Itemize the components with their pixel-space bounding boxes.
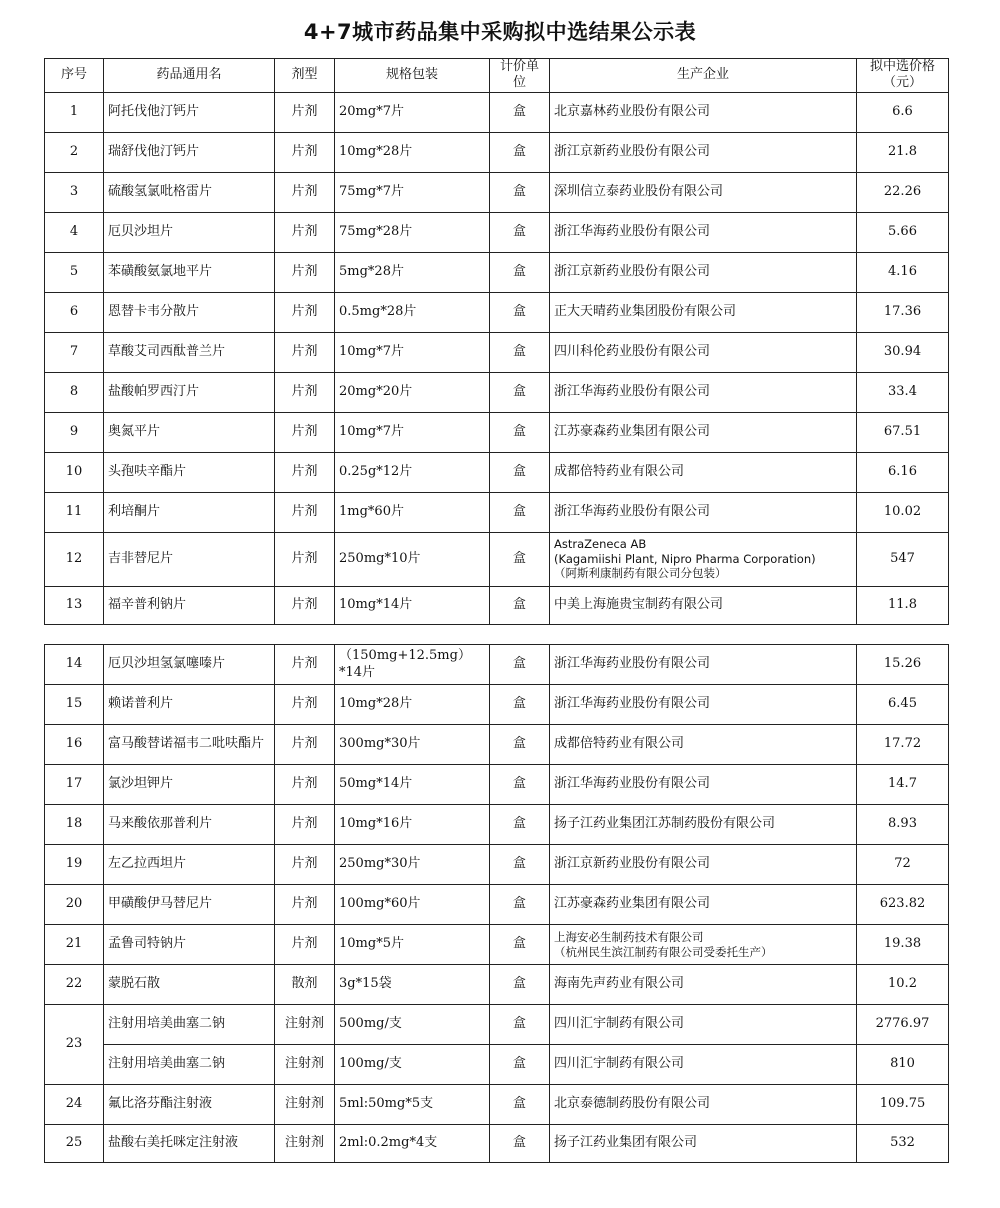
cell-price: 6.16 <box>857 452 949 492</box>
cell-spec: 5ml:50mg*5支 <box>335 1085 490 1125</box>
cell-unit: 盒 <box>490 92 550 132</box>
manufacturer-line: 成都倍特药业有限公司 <box>554 463 685 479</box>
table-header-row <box>45 59 949 93</box>
manufacturer-line: 正大天晴药业集团股份有限公司 <box>554 303 737 319</box>
cell-dosage-form: 片剂 <box>275 332 335 372</box>
cell-price: 21.8 <box>857 132 949 172</box>
cell-unit: 盒 <box>490 685 550 725</box>
cell-spec: 500mg/支 <box>335 1005 490 1045</box>
cell-dosage-form: 片剂 <box>275 372 335 412</box>
cell-unit: 盒 <box>490 1005 550 1045</box>
table-row <box>45 532 949 586</box>
header-unit: 计价单位 <box>490 59 550 93</box>
cell-manufacturer <box>550 925 857 965</box>
cell-price: 623.82 <box>857 885 949 925</box>
cell-drug-name: 硫酸氢氯吡格雷片 <box>104 172 275 212</box>
cell-dosage-form: 注射剂 <box>275 1045 335 1085</box>
table-row <box>45 372 949 412</box>
cell-spec: 10mg*28片 <box>335 132 490 172</box>
cell-drug-name: 苯磺酸氨氯地平片 <box>104 252 275 292</box>
manufacturer-line: 浙江京新药业股份有限公司 <box>554 263 711 279</box>
cell-dosage-form: 片剂 <box>275 765 335 805</box>
cell-manufacturer <box>550 452 857 492</box>
cell-price: 11.8 <box>857 586 949 624</box>
cell-unit: 盒 <box>490 725 550 765</box>
cell-dosage-form: 注射剂 <box>275 1125 335 1163</box>
cell-drug-name: 吉非替尼片 <box>104 532 275 586</box>
cell-seq: 11 <box>45 492 104 532</box>
cell-spec: 20mg*20片 <box>335 372 490 412</box>
cell-dosage-form: 注射剂 <box>275 1085 335 1125</box>
cell-spec: 0.25g*12片 <box>335 452 490 492</box>
cell-manufacturer <box>550 1005 857 1045</box>
header-seq: 序号 <box>45 59 104 93</box>
table-row <box>45 252 949 292</box>
cell-spec: 300mg*30片 <box>335 725 490 765</box>
cell-seq: 6 <box>45 292 104 332</box>
cell-spec: 1mg*60片 <box>335 492 490 532</box>
cell-unit: 盒 <box>490 1085 550 1125</box>
cell-spec: 0.5mg*28片 <box>335 292 490 332</box>
cell-manufacturer <box>550 172 857 212</box>
header-spec: 规格包装 <box>335 59 490 93</box>
header-dosage-form: 剂型 <box>275 59 335 93</box>
table-row <box>45 725 949 765</box>
table-row <box>45 965 949 1005</box>
cell-seq: 19 <box>45 845 104 885</box>
cell-seq: 10 <box>45 452 104 492</box>
manufacturer-line: AstraZeneca AB <box>554 537 647 552</box>
cell-dosage-form: 片剂 <box>275 805 335 845</box>
cell-drug-name: 恩替卡韦分散片 <box>104 292 275 332</box>
cell-spec: 50mg*14片 <box>335 765 490 805</box>
cell-unit: 盒 <box>490 586 550 624</box>
cell-price: 8.93 <box>857 805 949 845</box>
cell-manufacturer <box>550 586 857 624</box>
manufacturer-line: 北京泰德制药股份有限公司 <box>554 1096 711 1112</box>
cell-spec: 10mg*7片 <box>335 412 490 452</box>
cell-price: 6.6 <box>857 92 949 132</box>
cell-unit: 盒 <box>490 1045 550 1085</box>
cell-dosage-form: 片剂 <box>275 645 335 685</box>
cell-dosage-form: 片剂 <box>275 212 335 252</box>
cell-dosage-form: 片剂 <box>275 685 335 725</box>
cell-drug-name: 蒙脱石散 <box>104 965 275 1005</box>
header-price: 拟中选价格（元） <box>857 59 949 93</box>
cell-dosage-form: 片剂 <box>275 132 335 172</box>
cell-unit: 盒 <box>490 845 550 885</box>
cell-drug-name: 厄贝沙坦氢氯噻嗪片 <box>104 645 275 685</box>
manufacturer-line: 海南先声药业有限公司 <box>554 976 685 992</box>
cell-manufacturer <box>550 965 857 1005</box>
cell-drug-name: 马来酸依那普利片 <box>104 805 275 845</box>
cell-price: 14.7 <box>857 765 949 805</box>
cell-manufacturer <box>550 92 857 132</box>
cell-seq: 9 <box>45 412 104 452</box>
manufacturer-line: 江苏豪森药业集团有限公司 <box>554 896 711 912</box>
manufacturer-line: 扬子江药业集团有限公司 <box>554 1135 698 1151</box>
cell-seq: 15 <box>45 685 104 725</box>
cell-manufacturer <box>550 292 857 332</box>
cell-dosage-form: 片剂 <box>275 452 335 492</box>
table-row <box>45 685 949 725</box>
cell-spec: 20mg*7片 <box>335 92 490 132</box>
cell-spec: 10mg*14片 <box>335 586 490 624</box>
manufacturer-line: 北京嘉林药业股份有限公司 <box>554 103 711 119</box>
cell-price: 15.26 <box>857 645 949 685</box>
cell-manufacturer <box>550 805 857 845</box>
cell-drug-name: 福辛普利钠片 <box>104 586 275 624</box>
cell-manufacturer <box>550 1125 857 1163</box>
table-row <box>45 805 949 845</box>
cell-drug-name: 孟鲁司特钠片 <box>104 925 275 965</box>
table-row <box>45 925 949 965</box>
cell-price: 33.4 <box>857 372 949 412</box>
table-row <box>45 1125 949 1163</box>
cell-price: 109.75 <box>857 1085 949 1125</box>
cell-spec: 10mg*7片 <box>335 332 490 372</box>
cell-seq: 8 <box>45 372 104 412</box>
cell-price: 547 <box>857 532 949 586</box>
cell-price: 67.51 <box>857 412 949 452</box>
cell-unit: 盒 <box>490 805 550 845</box>
cell-unit: 盒 <box>490 885 550 925</box>
cell-unit: 盒 <box>490 965 550 1005</box>
cell-seq: 12 <box>45 532 104 586</box>
cell-spec: 75mg*28片 <box>335 212 490 252</box>
cell-dosage-form: 散剂 <box>275 965 335 1005</box>
cell-dosage-form: 注射剂 <box>275 1005 335 1045</box>
cell-manufacturer <box>550 685 857 725</box>
cell-seq: 24 <box>45 1085 104 1125</box>
manufacturer-line: 四川科伦药业股份有限公司 <box>554 343 711 359</box>
cell-spec: 100mg*60片 <box>335 885 490 925</box>
cell-unit: 盒 <box>490 292 550 332</box>
manufacturer-line: 江苏豪森药业集团有限公司 <box>554 423 711 439</box>
cell-drug-name: 甲磺酸伊马替尼片 <box>104 885 275 925</box>
cell-manufacturer <box>550 725 857 765</box>
cell-unit: 盒 <box>490 212 550 252</box>
manufacturer-line: 扬子江药业集团江苏制药股份有限公司 <box>554 816 776 832</box>
cell-drug-name: 瑞舒伐他汀钙片 <box>104 132 275 172</box>
table-row <box>45 332 949 372</box>
cell-price: 5.66 <box>857 212 949 252</box>
results-table-part-2 <box>44 644 949 1163</box>
cell-manufacturer <box>550 412 857 452</box>
cell-drug-name: 盐酸帕罗西汀片 <box>104 372 275 412</box>
cell-drug-name: 注射用培美曲塞二钠 <box>104 1005 275 1045</box>
cell-manufacturer <box>550 492 857 532</box>
manufacturer-line: 浙江华海药业股份有限公司 <box>554 696 711 712</box>
cell-seq: 20 <box>45 885 104 925</box>
table-row <box>45 645 949 685</box>
cell-dosage-form: 片剂 <box>275 586 335 624</box>
table-row <box>45 212 949 252</box>
cell-unit: 盒 <box>490 532 550 586</box>
cell-drug-name: 草酸艾司西酞普兰片 <box>104 332 275 372</box>
table-row <box>45 412 949 452</box>
results-table-part-1 <box>44 58 949 625</box>
cell-seq: 22 <box>45 965 104 1005</box>
cell-seq: 17 <box>45 765 104 805</box>
cell-unit: 盒 <box>490 252 550 292</box>
cell-price: 17.72 <box>857 725 949 765</box>
manufacturer-line: 成都倍特药业有限公司 <box>554 736 685 752</box>
cell-manufacturer <box>550 332 857 372</box>
cell-seq: 18 <box>45 805 104 845</box>
table-row <box>45 452 949 492</box>
cell-dosage-form: 片剂 <box>275 292 335 332</box>
cell-unit: 盒 <box>490 412 550 452</box>
manufacturer-line: 浙江华海药业股份有限公司 <box>554 776 711 792</box>
cell-price: 22.26 <box>857 172 949 212</box>
cell-unit: 盒 <box>490 492 550 532</box>
cell-price: 10.02 <box>857 492 949 532</box>
table-row <box>45 885 949 925</box>
table-row <box>45 132 949 172</box>
cell-drug-name: 盐酸右美托咪定注射液 <box>104 1125 275 1163</box>
cell-spec: 10mg*28片 <box>335 685 490 725</box>
manufacturer-line: 浙江华海药业股份有限公司 <box>554 503 711 519</box>
cell-price: 10.2 <box>857 965 949 1005</box>
table-row <box>45 1005 949 1045</box>
cell-drug-name: 厄贝沙坦片 <box>104 212 275 252</box>
manufacturer-line: （阿斯利康制药有限公司分包装） <box>554 566 727 581</box>
cell-spec: 2ml:0.2mg*4支 <box>335 1125 490 1163</box>
cell-drug-name: 阿托伐他汀钙片 <box>104 92 275 132</box>
table-row <box>45 172 949 212</box>
manufacturer-line: 浙江京新药业股份有限公司 <box>554 856 711 872</box>
cell-manufacturer <box>550 1085 857 1125</box>
cell-unit: 盒 <box>490 765 550 805</box>
table-row <box>45 492 949 532</box>
table-row <box>45 845 949 885</box>
cell-unit: 盒 <box>490 452 550 492</box>
cell-unit: 盒 <box>490 925 550 965</box>
cell-seq: 3 <box>45 172 104 212</box>
header-drug-name: 药品通用名 <box>104 59 275 93</box>
cell-spec: 5mg*28片 <box>335 252 490 292</box>
cell-spec: 250mg*10片 <box>335 532 490 586</box>
cell-seq: 1 <box>45 92 104 132</box>
cell-price: 72 <box>857 845 949 885</box>
manufacturer-line: （杭州民生滨江制药有限公司受委托生产） <box>554 944 773 959</box>
cell-spec: 3g*15袋 <box>335 965 490 1005</box>
table-row <box>45 1045 949 1085</box>
manufacturer-line: 四川汇宇制药有限公司 <box>554 1056 685 1072</box>
table-row <box>45 586 949 624</box>
cell-dosage-form: 片剂 <box>275 925 335 965</box>
cell-seq: 25 <box>45 1125 104 1163</box>
cell-drug-name: 头孢呋辛酯片 <box>104 452 275 492</box>
cell-seq: 13 <box>45 586 104 624</box>
cell-manufacturer <box>550 252 857 292</box>
manufacturer-line: 浙江华海药业股份有限公司 <box>554 223 711 239</box>
cell-seq: 5 <box>45 252 104 292</box>
cell-drug-name: 赖诺普利片 <box>104 685 275 725</box>
page-title: 4+7城市药品集中采购拟中选结果公示表 <box>303 20 697 44</box>
cell-manufacturer <box>550 885 857 925</box>
cell-price: 4.16 <box>857 252 949 292</box>
cell-drug-name: 利培酮片 <box>104 492 275 532</box>
cell-spec: 10mg*5片 <box>335 925 490 965</box>
cell-seq: 16 <box>45 725 104 765</box>
cell-price: 810 <box>857 1045 949 1085</box>
cell-manufacturer <box>550 765 857 805</box>
cell-dosage-form: 片剂 <box>275 172 335 212</box>
cell-unit: 盒 <box>490 372 550 412</box>
manufacturer-line: (Kagamiishi Plant, Nipro Pharma Corporation) <box>554 551 816 566</box>
table-row <box>45 765 949 805</box>
cell-price: 2776.97 <box>857 1005 949 1045</box>
cell-drug-name: 氟比洛芬酯注射液 <box>104 1085 275 1125</box>
manufacturer-line: 上海安必生制药技术有限公司 <box>554 930 704 945</box>
cell-manufacturer <box>550 212 857 252</box>
cell-price: 6.45 <box>857 685 949 725</box>
cell-manufacturer <box>550 1045 857 1085</box>
cell-manufacturer <box>550 132 857 172</box>
cell-spec: 100mg/支 <box>335 1045 490 1085</box>
cell-seq: 7 <box>45 332 104 372</box>
cell-unit: 盒 <box>490 1125 550 1163</box>
manufacturer-line: 浙江华海药业股份有限公司 <box>554 656 711 672</box>
cell-dosage-form: 片剂 <box>275 92 335 132</box>
cell-drug-name: 富马酸替诺福韦二吡呋酯片 <box>104 725 275 765</box>
table-row <box>45 1085 949 1125</box>
cell-price: 17.36 <box>857 292 949 332</box>
cell-dosage-form: 片剂 <box>275 725 335 765</box>
cell-seq: 23 <box>45 1005 104 1085</box>
cell-unit: 盒 <box>490 645 550 685</box>
cell-manufacturer <box>550 645 857 685</box>
cell-spec: 250mg*30片 <box>335 845 490 885</box>
table-row <box>45 292 949 332</box>
cell-dosage-form: 片剂 <box>275 532 335 586</box>
cell-seq: 2 <box>45 132 104 172</box>
cell-seq: 14 <box>45 645 104 685</box>
cell-manufacturer <box>550 372 857 412</box>
manufacturer-line: 浙江华海药业股份有限公司 <box>554 383 711 399</box>
cell-drug-name: 注射用培美曲塞二钠 <box>104 1045 275 1085</box>
cell-unit: 盒 <box>490 172 550 212</box>
cell-seq: 4 <box>45 212 104 252</box>
header-manufacturer: 生产企业 <box>550 59 857 93</box>
manufacturer-line: 浙江京新药业股份有限公司 <box>554 143 711 159</box>
cell-dosage-form: 片剂 <box>275 412 335 452</box>
cell-manufacturer <box>550 532 857 586</box>
table-row <box>45 92 949 132</box>
cell-dosage-form: 片剂 <box>275 252 335 292</box>
cell-unit: 盒 <box>490 132 550 172</box>
cell-dosage-form: 片剂 <box>275 885 335 925</box>
cell-price: 30.94 <box>857 332 949 372</box>
manufacturer-line: 中美上海施贵宝制药有限公司 <box>554 596 724 612</box>
cell-drug-name: 氯沙坦钾片 <box>104 765 275 805</box>
cell-price: 19.38 <box>857 925 949 965</box>
cell-spec: 75mg*7片 <box>335 172 490 212</box>
cell-manufacturer <box>550 845 857 885</box>
cell-unit: 盒 <box>490 332 550 372</box>
cell-dosage-form: 片剂 <box>275 492 335 532</box>
cell-drug-name: 左乙拉西坦片 <box>104 845 275 885</box>
cell-price: 532 <box>857 1125 949 1163</box>
cell-seq: 21 <box>45 925 104 965</box>
cell-spec: 10mg*16片 <box>335 805 490 845</box>
manufacturer-line: 四川汇宇制药有限公司 <box>554 1016 685 1032</box>
cell-dosage-form: 片剂 <box>275 845 335 885</box>
cell-drug-name: 奥氮平片 <box>104 412 275 452</box>
manufacturer-line: 深圳信立泰药业股份有限公司 <box>554 183 724 199</box>
cell-spec: （150mg+12.5mg）*14片 <box>335 645 490 685</box>
